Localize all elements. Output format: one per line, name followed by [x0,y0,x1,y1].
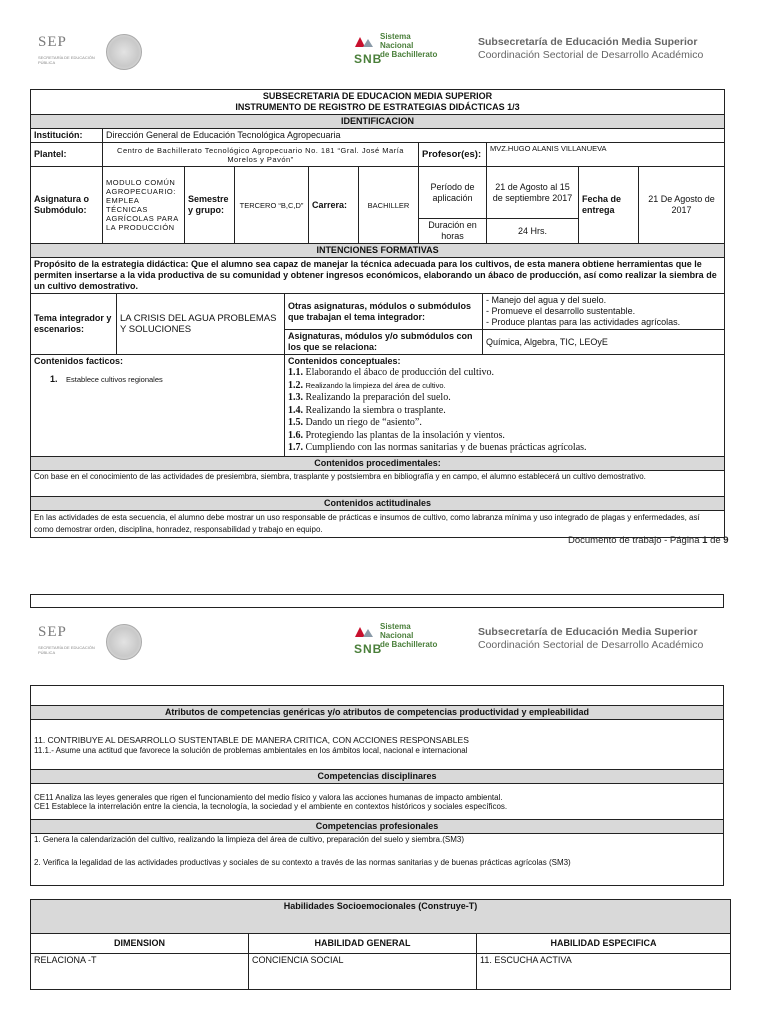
col-general: HABILIDAD GENERAL [249,934,477,954]
subsecretaria-subtitle: Coordinación Sectorial de Desarrollo Académico [478,639,704,651]
carrera-value: BACHILLER [359,167,419,244]
page-header [0,30,768,88]
actitudinales-text: En las actividades de esta secuencia, el alumno debe mostrar un uso responsable de prácticas e insumos de cultivo, como labranza mínima y uso integrado de plagas y enfermedades, así como demostrar orden, disciplina, honradez, responsabilidad y trabajo en equipo. [31,511,725,538]
atributos-line1: 11. CONTRIBUYE AL DESARROLLO SUSTENTABLE DE MANERA CRITICA, CON ACCIONES RESPONSABLES [34,734,469,745]
factico-item: Establece cultivos regionales [66,375,163,384]
factico-item-row [34,374,281,385]
subsecretaria-subtitle: Coordinación Sectorial de Desarrollo Académico [478,49,704,61]
periodo-value: 21 de Agosto al 15 de septiembre 2017 [487,167,579,219]
snb-logo [354,32,444,72]
procedimentales-text: Con base en el conocimiento de las actividades de presiembra, siembra, trasplante y postsiembra en bibliografía y en campo, el alumno establecerá un cultivo demostrativo. [31,471,725,497]
otras-list [483,294,725,330]
carrera-label: Carrera: [309,167,359,244]
fecha-value: 21 De Agosto de 2017 [639,167,725,244]
conceptual-item: 1.6. Protegiendo las plantas de la insolación y vientos. [288,429,505,441]
snb-mark-icon [354,626,376,638]
contenidos-facticos-cell [31,355,285,457]
empty-box [30,594,724,608]
snb-abbr: SNB [354,52,383,66]
conceptual-label: Contenidos conceptuales: [288,356,401,366]
semestre-label: Semestre y grupo: [185,167,235,244]
factico-label: Contenidos facticos: [34,356,124,366]
procedimentales-header: Contenidos procedimentales: [31,457,725,471]
tema-label: Tema integrador y escenarios: [31,294,117,355]
profesor-value: MVZ.HUGO ALANIS VILLANUEVA [487,143,725,167]
intenciones-header: INTENCIONES FORMATIVAS [31,244,725,258]
page-footer [568,535,729,546]
proposito-text: Propósito de la estrategia didáctica: Que el alumno sea capaz de manejar la técnica adecuada para los cultivos, de esta manera obtiene herramientas que le permiten insertarse a la vida productiva de su comunidad y obtener ingresos económicos, elaborando un ábaco de producción, así como realizar la siembra de un cultivo demostrativo. [31,258,725,294]
page-header-2 [0,620,768,678]
subsecretaria-title: Subsecretaría de Educación Media Superior [478,36,698,48]
duracion-label: Duración en horas [419,219,487,244]
conceptual-item: 1.7. Cumpliendo con las normas sanitarias y de buenas prácticas agrícolas. [288,442,587,453]
row-dimension: RELACIONA -T [31,954,249,990]
snb-line1: Sistema Nacional [380,622,414,640]
footer-total: 9 [723,535,729,546]
conceptual-item: 1.1. Elaborando el ábaco de producción del cultivo. [288,367,495,378]
periodo-label: Período de aplicación [419,167,487,219]
title-line2: INSTRUMENTO DE REGISTRO DE ESTRATEGIAS DIDÁCTICAS 1/3 [235,102,520,112]
col-dimension: DIMENSION [31,934,249,954]
otras-label: Otras asignaturas, módulos o submódulos que trabajan el tema integrador: [285,294,483,330]
sep-subtitle: SECRETARÍA DE EDUCACIÓN PÚBLICA [38,55,95,65]
profesor-label: Profesor(es): [419,143,487,167]
conceptual-item: 1.3. Realizando la preparación del suelo. [288,392,451,403]
footer-de: de [710,535,721,546]
profesionales-line2: 2. Verifica la legalidad de las actividades productivas y sociales de su contexto a través de las normas sanitarias y de buenas prácticas agrícolas (SM3) [34,858,571,867]
institucion-label: Institución: [31,129,103,143]
mexico-seal-icon [106,624,142,660]
title-line1: SUBSECRETARIA DE EDUCACION MEDIA SUPERIOR [262,91,493,101]
atributos-header: Atributos de competencias genéricas y/o atributos de competencias productividad y empleabilidad [31,706,724,720]
habilidades-header: Habilidades Socioemocionales (Construye-T) [31,900,731,934]
mexico-seal-icon [106,34,142,70]
footer-page: 1 [702,535,708,546]
snb-text [380,622,444,649]
atributos-line2: 11.1.- Asume una actitud que favorece la solución de problemas ambientales en los ámbitos local, nacional e internacional [34,745,468,755]
disciplinares-line1: CE11 Analiza las leyes generales que rigen el funcionamiento del medio físico y valora las acciones humanas de impacto ambiental. [34,792,503,802]
disciplinares-line2: CE1 Establece la interrelación entre la ciencia, la tecnología, la sociedad y el ambiente en contextos históricos y sociales específicos. [34,801,508,811]
asig-rel-label: Asignaturas, módulos y/o submódulos con los que se relaciona: [285,330,483,355]
sep-subtitle: SECRETARÍA DE EDUCACIÓN PÚBLICA [38,645,95,655]
sep-logo [38,34,98,65]
snb-mark-icon [354,36,376,48]
tema-value: LA CRISIS DEL AGUA PROBLEMAS Y SOLUCIONES [117,294,285,355]
semestre-value: TERCERO “B,C,D” [235,167,309,244]
plantel-label: Plantel: [31,143,103,167]
subsecretaria-title: Subsecretaría de Educación Media Superior [478,626,698,638]
otras-item: - Manejo del agua y del suelo. [486,295,607,305]
otras-item: - Promueve el desarrollo sustentable. [486,306,636,316]
subsecretaria-block [478,36,703,62]
conceptual-item: 1.5. Dando un riego de “asiento”. [288,417,422,428]
fecha-label: Fecha de entrega [579,167,639,244]
snb-line2: de Bachillerato [380,640,438,649]
conceptual-item: 1.2. Realizando la limpieza del área de cultivo. [288,379,446,391]
disciplinares-cell [31,784,724,820]
row-especifica: 11. ESCUCHA ACTIVA [477,954,731,990]
competencias-table [30,705,724,886]
snb-logo [354,622,444,662]
snb-line1: Sistema Nacional [380,32,414,50]
plantel-value: Centro de Bachillerato Tecnológico Agropecuario No. 181 “Gral. José María Morelos y Pavón” [103,143,419,167]
identification-table [30,89,725,244]
identificacion-header: IDENTIFICACION [31,115,725,129]
col-especifica: HABILIDAD ESPECIFICA [477,934,731,954]
asig-rel-value: Química, Algebra, TIC, LEOyE [483,330,725,355]
contenidos-conceptuales-cell [285,355,725,457]
row-general: CONCIENCIA SOCIAL [249,954,477,990]
sep-logo [38,624,98,655]
asignatura-value: MODULO COMÚN AGROPECUARIO: EMPLEA TÉCNICAS AGRÍCOLAS PARA LA PRODUCCIÓN [103,167,185,244]
footer-text: Documento de trabajo - Página [568,535,700,546]
sep-word: SEP [38,34,67,50]
top-blank-box [30,685,724,706]
conceptual-item: 1.4. Realizando la siembra o trasplante. [288,404,446,416]
otras-item: - Produce plantas para las actividades agrícolas. [486,317,681,327]
profesionales-cell [31,834,724,886]
profesionales-header: Competencias profesionales [31,820,724,834]
habilidades-table [30,899,731,990]
actitudinales-header: Contenidos actitudinales [31,497,725,511]
atributos-cell [31,720,724,770]
institucion-value: Dirección General de Educación Tecnológica Agropecuaria [103,129,725,143]
duracion-value: 24 Hrs. [487,219,579,244]
snb-line2: de Bachillerato [380,50,438,59]
snb-abbr: SNB [354,642,383,656]
subsecretaria-block [478,626,703,652]
disciplinares-header: Competencias disciplinares [31,770,724,784]
profesionales-line1: 1. Genera la calendarización del cultivo, realizando la limpieza del área de cultivo, preparación del suelo y siembra.(SM3) [34,835,465,844]
instrument-title [31,90,725,115]
snb-text [380,32,444,59]
intenciones-table [30,243,725,538]
sep-word: SEP [38,624,67,640]
factico-num: 1. [50,374,58,384]
asignatura-label: Asignatura o Submódulo: [31,167,103,244]
